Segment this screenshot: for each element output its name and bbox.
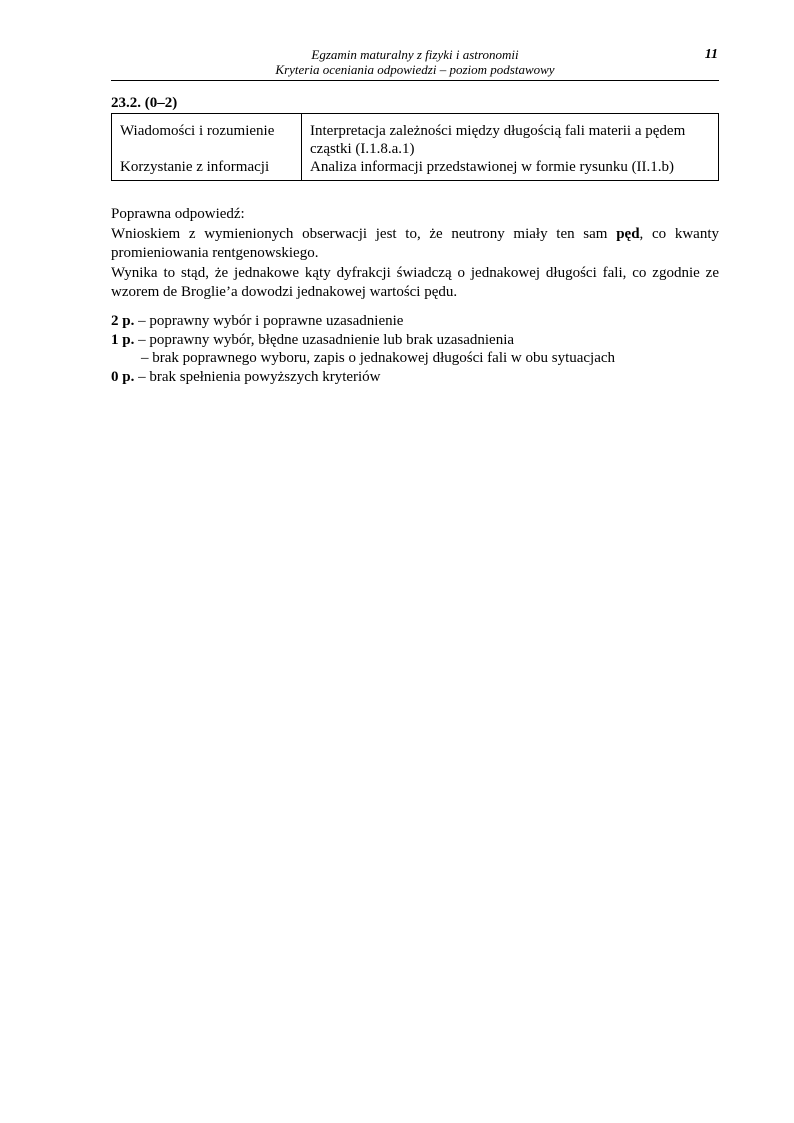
answer-paragraph-1 bbox=[111, 225, 719, 264]
requirements-row bbox=[112, 114, 719, 181]
requirement-category: Wiadomości i rozumienie bbox=[120, 123, 275, 139]
task-number: 23.2. (0–2) bbox=[111, 95, 178, 111]
answer-heading: Poprawna odpowiedź: bbox=[111, 206, 245, 222]
scoring-text: – brak spełnienia powyższych kryteriów bbox=[134, 368, 381, 385]
scoring-row bbox=[111, 368, 719, 387]
exam-subtitle: Kryteria oceniania odpowiedzi – poziom podstawowy bbox=[275, 62, 555, 77]
requirement-descriptions-cell bbox=[302, 114, 719, 181]
scoring-criteria bbox=[111, 312, 719, 386]
requirements-table bbox=[111, 113, 719, 181]
category-spacer bbox=[120, 140, 293, 158]
scoring-text: – brak poprawnego wyboru, zapis o jednakowej długości fali w obu sytuacjach bbox=[141, 350, 616, 366]
answer-keyword: pęd bbox=[616, 225, 640, 242]
scoring-text: – poprawny wybór i poprawne uzasadnienie bbox=[134, 313, 404, 329]
scoring-row bbox=[111, 312, 719, 331]
scoring-row bbox=[111, 349, 719, 368]
answer-text: Wnioskiem z wymienionych obserwacji jest to, że neutrony miały ten sam bbox=[111, 225, 617, 242]
requirement-description: Analiza informacji przedstawionej w formie rysunku (II.1.b) bbox=[310, 159, 675, 175]
scoring-row bbox=[111, 331, 719, 350]
requirement-category: Korzystanie z informacji bbox=[120, 159, 270, 175]
exam-title: Egzamin maturalny z fizyki i astronomii bbox=[311, 47, 519, 62]
scoring-points: 2 p. bbox=[111, 313, 135, 329]
scoring-text: – poprawny wybór, błędne uzasadnienie lub brak uzasadnienia bbox=[134, 331, 515, 348]
page-number: 11 bbox=[704, 47, 718, 62]
answer-paragraph-2: Wynika to stąd, że jednakowe kąty dyfrakcji świadczą o jednakowej długości fali, co zgodnie ze wzorem de Broglie’a dowodzi jednakowej wartości pędu. bbox=[111, 264, 719, 300]
page-header bbox=[111, 46, 719, 81]
scoring-points: 1 p. bbox=[111, 331, 135, 348]
answer-section bbox=[111, 205, 719, 303]
requirement-description: Interpretacja zależności między długością fali materii a pędem cząstki (I.1.8.a.1) bbox=[310, 123, 686, 157]
requirement-categories-cell bbox=[112, 114, 302, 181]
answer-text: , co kwanty promieniowania rentgenowskiego. bbox=[111, 225, 719, 261]
scoring-points: 0 p. bbox=[111, 368, 135, 385]
